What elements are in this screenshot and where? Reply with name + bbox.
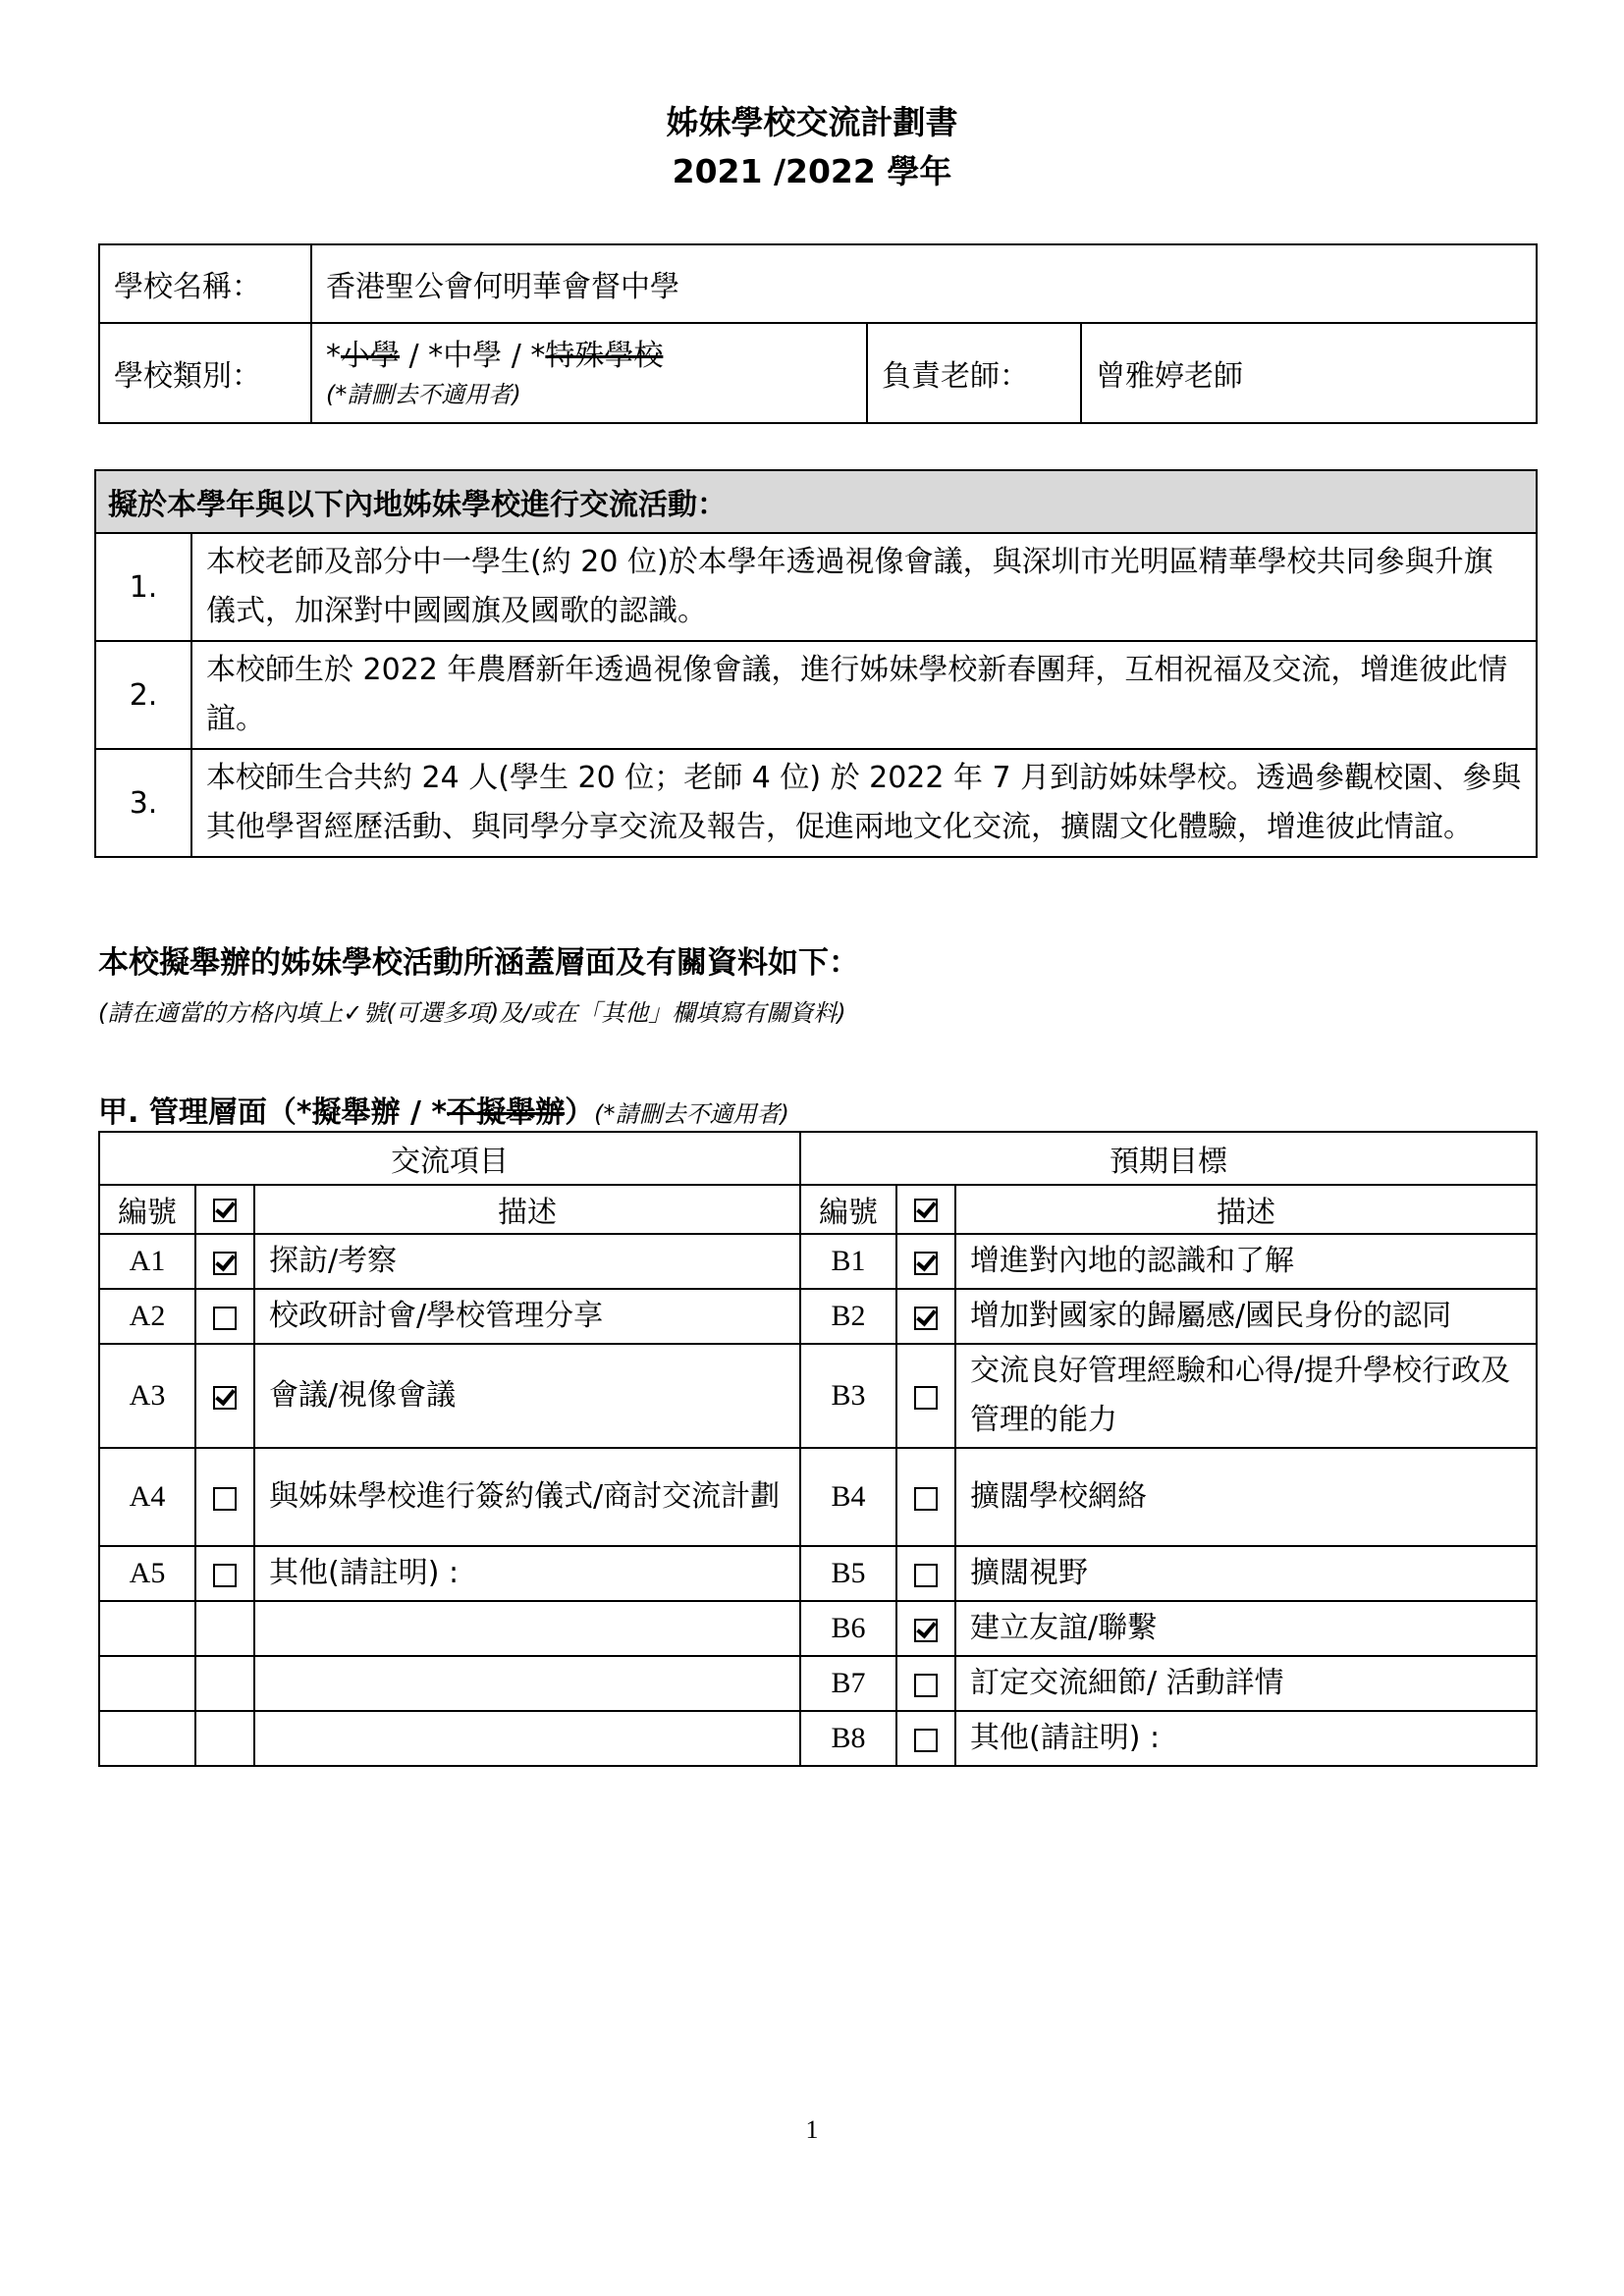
school-type-secondary: 中學 bbox=[443, 338, 503, 373]
coverage-note: (請在適當的方格內填上✓號(可選多項)及/或在「其他」欄填寫有關資料) bbox=[98, 999, 846, 1027]
teacher-value: 曾雅婷老師 bbox=[1081, 323, 1537, 423]
item-checkbox-cell[interactable] bbox=[195, 1448, 254, 1546]
goal-code: B3 bbox=[800, 1344, 896, 1448]
goal-checkbox-cell[interactable] bbox=[896, 1546, 955, 1601]
item-checkbox-cell[interactable] bbox=[195, 1289, 254, 1344]
goal-desc: 訂定交流細節/ 活動詳情 bbox=[955, 1656, 1537, 1711]
goal-code: B6 bbox=[800, 1601, 896, 1656]
checkbox-checked-icon bbox=[914, 1199, 938, 1222]
checkbox-empty-icon[interactable] bbox=[914, 1487, 938, 1511]
table-row bbox=[99, 1546, 1537, 1601]
plan-header: 擬於本學年與以下內地姊妹學校進行交流活動： bbox=[95, 470, 1537, 533]
plan-text: 本校老師及部分中一學生(約 20 位)於本學年透過視像會議，與深圳市光明區精華學校共同參與升旗儀式，加深對中國國旗及國歌的認識。 bbox=[191, 533, 1537, 641]
plan-row bbox=[95, 533, 1537, 641]
item-code: A2 bbox=[99, 1289, 195, 1344]
item-desc: 校政研討會/學校管理分享 bbox=[254, 1289, 800, 1344]
item-code: A1 bbox=[99, 1234, 195, 1289]
school-type-value bbox=[311, 323, 867, 423]
checkbox-empty-icon[interactable] bbox=[914, 1386, 938, 1410]
school-type-sep: / * bbox=[400, 338, 444, 373]
school-type-primary: 小學 bbox=[341, 338, 400, 373]
goal-checkbox-cell[interactable] bbox=[896, 1656, 955, 1711]
checkbox-empty-icon[interactable] bbox=[213, 1307, 237, 1330]
checkbox-checked-icon[interactable] bbox=[914, 1252, 938, 1275]
table-row bbox=[99, 1344, 1537, 1448]
goal-desc: 增加對國家的歸屬感/國民身份的認同 bbox=[955, 1289, 1537, 1344]
checkbox-empty-icon[interactable] bbox=[914, 1564, 938, 1587]
col-header-desc: 描述 bbox=[955, 1185, 1537, 1234]
table-row bbox=[99, 1234, 1537, 1289]
section-a-sep: / * bbox=[400, 1095, 448, 1130]
item-desc bbox=[254, 1656, 800, 1711]
item-desc bbox=[254, 1711, 800, 1766]
goal-code: B1 bbox=[800, 1234, 896, 1289]
goal-checkbox-cell[interactable] bbox=[896, 1234, 955, 1289]
item-desc: 會議/視像會議 bbox=[254, 1344, 800, 1448]
checkbox-empty-icon[interactable] bbox=[213, 1564, 237, 1587]
col-header-check-icon bbox=[896, 1185, 955, 1234]
item-code: A3 bbox=[99, 1344, 195, 1448]
item-checkbox-cell[interactable] bbox=[195, 1344, 254, 1448]
checkbox-checked-icon bbox=[213, 1199, 237, 1222]
goal-checkbox-cell[interactable] bbox=[896, 1289, 955, 1344]
item-desc bbox=[254, 1601, 800, 1656]
goal-desc: 擴闊學校網絡 bbox=[955, 1448, 1537, 1546]
item-code bbox=[99, 1711, 195, 1766]
section-a-option-not-hold: 不擬舉辦 bbox=[447, 1095, 566, 1130]
plan-text: 本校師生合共約 24 人(學生 20 位；老師 4 位) 於 2022 年 7 月到訪姊妹學校。透過參觀校園、參與其他學習經歷活動、與同學分享交流及報告，促進兩地文化交流，擴闊文化體驗，增進彼此情誼。 bbox=[191, 749, 1537, 857]
document-title bbox=[0, 98, 1624, 196]
item-desc: 探訪/考察 bbox=[254, 1234, 800, 1289]
school-type-label: 學校類別： bbox=[99, 323, 311, 423]
section-a-note: (*請刪去不適用者) bbox=[594, 1100, 789, 1128]
checkbox-checked-icon[interactable] bbox=[213, 1252, 237, 1275]
checkbox-empty-icon[interactable] bbox=[914, 1729, 938, 1752]
col-header-check-icon bbox=[195, 1185, 254, 1234]
section-a-option-hold: *擬舉辦 bbox=[296, 1095, 401, 1130]
management-table bbox=[98, 1131, 1538, 1767]
section-a-suffix: ） bbox=[565, 1095, 595, 1130]
plan-number: 1. bbox=[95, 533, 191, 641]
item-checkbox-cell[interactable] bbox=[195, 1234, 254, 1289]
school-name-label: 學校名稱： bbox=[99, 244, 311, 323]
table-row bbox=[99, 1289, 1537, 1344]
item-code: A4 bbox=[99, 1448, 195, 1546]
item-desc: 其他(請註明) : bbox=[254, 1546, 800, 1601]
goal-desc: 增進對內地的認識和了解 bbox=[955, 1234, 1537, 1289]
plan-number: 2. bbox=[95, 641, 191, 749]
goal-checkbox-cell[interactable] bbox=[896, 1448, 955, 1546]
item-code bbox=[99, 1656, 195, 1711]
goal-code: B5 bbox=[800, 1546, 896, 1601]
teacher-label: 負責老師： bbox=[867, 323, 1081, 423]
col-header-desc: 描述 bbox=[254, 1185, 800, 1234]
col-header-code: 編號 bbox=[800, 1185, 896, 1234]
school-info-table bbox=[98, 243, 1538, 424]
group-header-exchange-items: 交流項目 bbox=[99, 1132, 800, 1185]
school-type-special: 特殊學校 bbox=[545, 338, 664, 373]
plan-row bbox=[95, 749, 1537, 857]
item-checkbox-cell[interactable] bbox=[195, 1546, 254, 1601]
goal-desc: 其他(請註明) : bbox=[955, 1711, 1537, 1766]
group-header-expected-goals: 預期目標 bbox=[800, 1132, 1537, 1185]
item-checkbox-cell bbox=[195, 1656, 254, 1711]
goal-desc: 擴闊視野 bbox=[955, 1546, 1537, 1601]
checkbox-checked-icon[interactable] bbox=[914, 1619, 938, 1642]
management-table-body bbox=[99, 1234, 1537, 1766]
school-type-marker: * bbox=[326, 338, 341, 373]
plan-number: 3. bbox=[95, 749, 191, 857]
section-a-title bbox=[98, 1088, 789, 1131]
school-type-note: (*請刪去不適用者) bbox=[326, 380, 521, 408]
item-checkbox-cell bbox=[195, 1601, 254, 1656]
goal-checkbox-cell[interactable] bbox=[896, 1601, 955, 1656]
col-header-code: 編號 bbox=[99, 1185, 195, 1234]
table-row bbox=[99, 1711, 1537, 1766]
table-row bbox=[99, 1448, 1537, 1546]
goal-checkbox-cell[interactable] bbox=[896, 1344, 955, 1448]
goal-code: B2 bbox=[800, 1289, 896, 1344]
item-code: A5 bbox=[99, 1546, 195, 1601]
coverage-title: 本校擬舉辦的姊妹學校活動所涵蓋層面及有關資料如下： bbox=[98, 945, 859, 981]
goal-desc: 交流良好管理經驗和心得/提升學校行政及管理的能力 bbox=[955, 1344, 1537, 1448]
plan-row bbox=[95, 641, 1537, 749]
school-type-sep: / * bbox=[502, 338, 546, 373]
title-line-2: 2021 /2022 學年 bbox=[672, 152, 952, 190]
goal-desc: 建立友誼/聯繫 bbox=[955, 1601, 1537, 1656]
table-row bbox=[99, 1656, 1537, 1711]
plan-text: 本校師生於 2022 年農曆新年透過視像會議，進行姊妹學校新春團拜，互相祝福及交流，增進彼此情誼。 bbox=[191, 641, 1537, 749]
goal-code: B8 bbox=[800, 1711, 896, 1766]
item-checkbox-cell bbox=[195, 1711, 254, 1766]
section-a-prefix: 甲. 管理層面（ bbox=[98, 1095, 297, 1130]
goal-code: B7 bbox=[800, 1656, 896, 1711]
page-number: 1 bbox=[805, 2115, 819, 2144]
checkbox-empty-icon[interactable] bbox=[213, 1487, 237, 1511]
goal-code: B4 bbox=[800, 1448, 896, 1546]
item-desc: 與姊妹學校進行簽約儀式/商討交流計劃 bbox=[254, 1448, 800, 1546]
item-code bbox=[99, 1601, 195, 1656]
checkbox-checked-icon[interactable] bbox=[914, 1307, 938, 1330]
table-row bbox=[99, 1601, 1537, 1656]
title-line-1: 姊妹學校交流計劃書 bbox=[666, 103, 958, 141]
checkbox-empty-icon[interactable] bbox=[914, 1674, 938, 1697]
checkbox-checked-icon[interactable] bbox=[213, 1386, 237, 1410]
school-name-value: 香港聖公會何明華會督中學 bbox=[311, 244, 1537, 323]
goal-checkbox-cell[interactable] bbox=[896, 1711, 955, 1766]
exchange-plan-table bbox=[94, 469, 1538, 858]
